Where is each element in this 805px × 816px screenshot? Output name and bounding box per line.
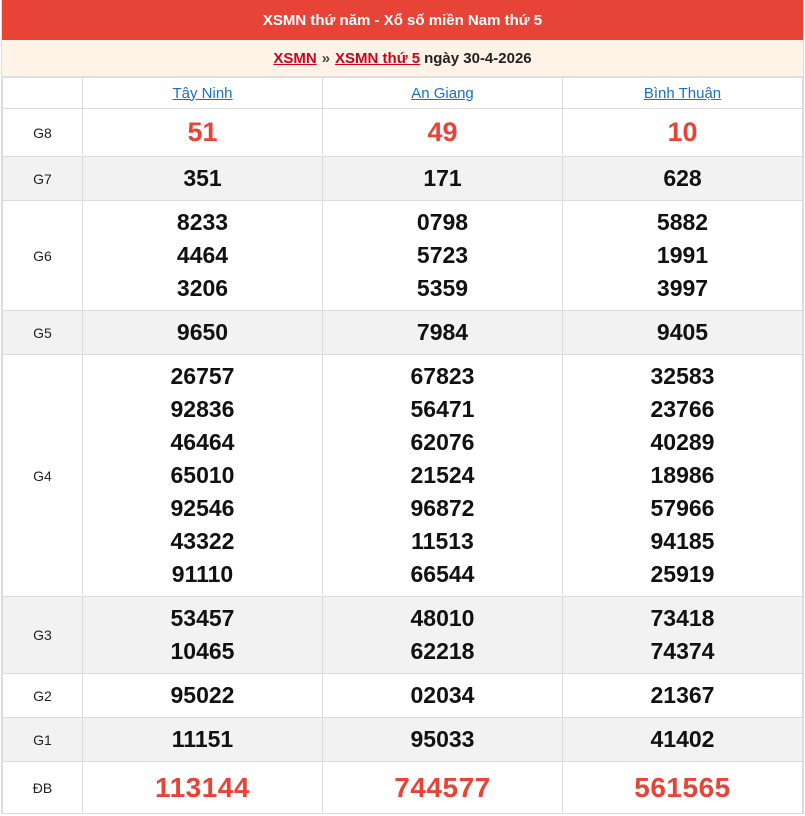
prize-row-g1 <box>3 718 803 762</box>
prize-label: G7 <box>3 157 83 201</box>
prize-number: 0798 <box>416 209 469 235</box>
prize-cell <box>323 355 563 597</box>
results-table <box>2 77 803 814</box>
prize-number: 02034 <box>323 674 563 718</box>
prize-label: ĐB <box>3 762 83 814</box>
province-link-tay-ninh[interactable]: Tây Ninh <box>172 84 233 102</box>
prize-number: 25919 <box>650 561 715 587</box>
prize-number: 92546 <box>170 495 235 521</box>
prize-row-g7 <box>3 157 803 201</box>
prize-number: 57966 <box>650 495 715 521</box>
prize-number: 94185 <box>650 528 715 554</box>
prize-number: 26757 <box>170 363 235 389</box>
prize-number: 628 <box>563 157 803 201</box>
prize-number: 65010 <box>170 462 235 488</box>
breadcrumb-date: ngày 30-4-2026 <box>424 49 532 67</box>
prize-row-special <box>3 762 803 814</box>
prize-number: 40289 <box>650 429 715 455</box>
prize-number: 10465 <box>170 638 235 664</box>
prize-number: 11151 <box>83 718 323 762</box>
prize-row-g3 <box>3 597 803 674</box>
prize-number: 62076 <box>410 429 475 455</box>
prize-row-g6 <box>3 201 803 311</box>
prize-cell <box>563 355 803 597</box>
prize-cell <box>323 201 563 311</box>
breadcrumb-separator: » <box>321 49 331 67</box>
province-header-row <box>3 78 803 109</box>
prize-number: 62218 <box>410 638 475 664</box>
breadcrumb-link-xsmn-thu-5[interactable]: XSMN thứ 5 <box>335 49 421 67</box>
prize-number: 92836 <box>170 396 235 422</box>
prize-number: 4464 <box>176 242 229 268</box>
prize-cell <box>323 597 563 674</box>
prize-number: 53457 <box>170 605 235 631</box>
prize-number: 5882 <box>656 209 709 235</box>
prize-number: 18986 <box>650 462 715 488</box>
prize-number: 96872 <box>410 495 475 521</box>
prize-label: G8 <box>3 109 83 157</box>
prize-cell <box>83 597 323 674</box>
special-prize-number: 113144 <box>83 762 323 814</box>
prize-cell <box>563 201 803 311</box>
prize-number: 73418 <box>650 605 715 631</box>
prize-number: 351 <box>83 157 323 201</box>
prize-number: 46464 <box>170 429 235 455</box>
prize-number: 5359 <box>416 275 469 301</box>
prize-number: 23766 <box>650 396 715 422</box>
prize-number: 95022 <box>83 674 323 718</box>
prize-number: 10 <box>563 109 803 157</box>
header-empty-cell <box>3 78 83 109</box>
prize-number: 74374 <box>650 638 715 664</box>
prize-number: 66544 <box>410 561 475 587</box>
prize-label: G3 <box>3 597 83 674</box>
prize-label: G6 <box>3 201 83 311</box>
prize-number: 41402 <box>563 718 803 762</box>
prize-number: 21524 <box>410 462 475 488</box>
prize-cell <box>83 201 323 311</box>
prize-number: 43322 <box>170 528 235 554</box>
prize-number: 67823 <box>410 363 475 389</box>
breadcrumb-link-xsmn[interactable]: XSMN <box>273 49 317 67</box>
prize-cell <box>563 597 803 674</box>
prize-number: 9405 <box>563 311 803 355</box>
prize-row-g2 <box>3 674 803 718</box>
prize-label: G2 <box>3 674 83 718</box>
prize-number: 11513 <box>411 528 474 554</box>
prize-number: 8233 <box>176 209 229 235</box>
prize-number: 51 <box>83 109 323 157</box>
prize-number: 1991 <box>656 242 709 268</box>
prize-number: 48010 <box>410 605 475 631</box>
prize-row-g8 <box>3 109 803 157</box>
province-link-binh-thuan[interactable]: Bình Thuận <box>643 84 722 102</box>
prize-cell <box>83 355 323 597</box>
prize-row-g5 <box>3 311 803 355</box>
prize-number: 171 <box>323 157 563 201</box>
prize-number: 49 <box>323 109 563 157</box>
prize-label: G5 <box>3 311 83 355</box>
province-link-an-giang[interactable]: An Giang <box>411 84 474 102</box>
prize-label: G1 <box>3 718 83 762</box>
prize-number: 3206 <box>176 275 229 301</box>
prize-number: 32583 <box>650 363 715 389</box>
prize-number: 5723 <box>416 242 469 268</box>
prize-label: G4 <box>3 355 83 597</box>
prize-number: 21367 <box>563 674 803 718</box>
prize-number: 95033 <box>323 718 563 762</box>
prize-number: 56471 <box>410 396 475 422</box>
prize-number: 9650 <box>83 311 323 355</box>
special-prize-number: 561565 <box>563 762 803 814</box>
results-panel <box>1 0 804 814</box>
prize-number: 3997 <box>656 275 709 301</box>
breadcrumb <box>2 40 803 77</box>
prize-row-g4 <box>3 355 803 597</box>
page-title: XSMN thứ năm - Xổ số miền Nam thứ 5 <box>2 0 803 40</box>
prize-number: 91110 <box>171 561 234 587</box>
prize-number: 7984 <box>323 311 563 355</box>
special-prize-number: 744577 <box>323 762 563 814</box>
